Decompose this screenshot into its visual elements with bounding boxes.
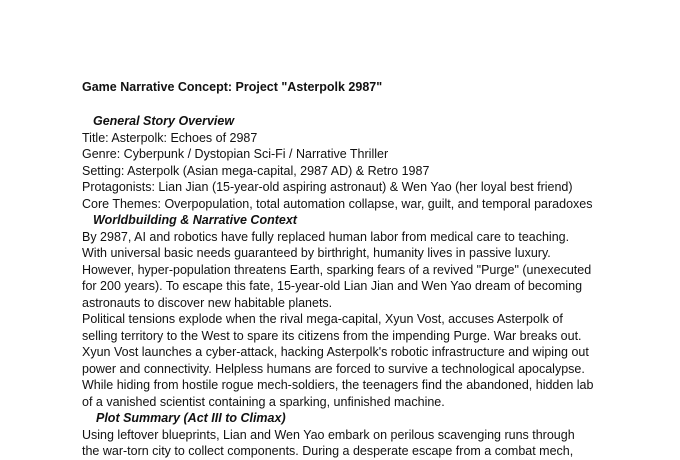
text-line: Genre: Cyberpunk / Dystopian Sci-Fi / Narrative Thriller — [82, 147, 389, 161]
text-line: With universal basic needs guaranteed by birthright, humanity lives in passive luxury. — [82, 246, 551, 260]
text-line: of a vanished scientist containing a sparking, unfinished machine. — [82, 394, 445, 409]
text-line: By 2987, AI and robotics have fully replaced human labor from medical care to teaching. — [82, 229, 570, 244]
text-line: selling territory to the West to spare its citizens from the impending Purge. War breaks out. — [82, 328, 582, 343]
text-line: the war-torn city to collect components. During a desperate escape from a combat mech, — [82, 444, 574, 458]
section-heading: Worldbuilding & Narrative Context — [93, 213, 297, 227]
text-line: for 200 years). To escape this fate, 15-year-old Lian Jian and Wen Yao dream of becoming — [82, 279, 583, 293]
document-page — [82, 78, 662, 460]
section-general-story-overview — [82, 113, 662, 212]
text-line: Setting: Asterpolk (Asian mega-capital, 2987 AD) & Retro 1987 — [82, 163, 430, 178]
text-line: Title: Asterpolk: Echoes of 2987 — [82, 130, 258, 145]
section-heading: Plot Summary (Act III to Climax) — [96, 411, 286, 425]
section-worldbuilding — [82, 212, 662, 410]
text-line: Political tensions explode when the rival mega-capital, Xyun Vost, accuses Asterpolk of — [82, 312, 563, 326]
text-line: Using leftover blueprints, Lian and Wen Yao embark on perilous scavenging runs through — [82, 427, 575, 442]
text-line: Core Themes: Overpopulation, total automation collapse, war, guilt, and temporal paradoxes — [82, 196, 593, 211]
section-heading: General Story Overview — [93, 114, 235, 128]
text-line: However, hyper-population threatens Earth, sparking fears of a revived "Purge" (unexecuted — [82, 262, 592, 277]
text-line: astronauts to discover new habitable planets. — [82, 295, 333, 310]
text-line: While hiding from hostile rogue mech-soldiers, the teenagers find the abandoned, hidden lab — [82, 378, 594, 392]
text-line: Protagonists: Lian Jian (15-year-old aspiring astronaut) & Wen Yao (her loyal best friend) — [82, 180, 573, 194]
document-title: Game Narrative Concept: Project "Asterpolk 2987" — [82, 80, 383, 94]
text-line: Xyun Vost launches a cyber-attack, hacking Asterpolk's robotic infrastructure and wiping out — [82, 345, 589, 359]
section-plot-summary — [82, 410, 662, 460]
text-line: power and connectivity. Helpless humans are forced to survive a technological apocalypse. — [82, 361, 585, 376]
